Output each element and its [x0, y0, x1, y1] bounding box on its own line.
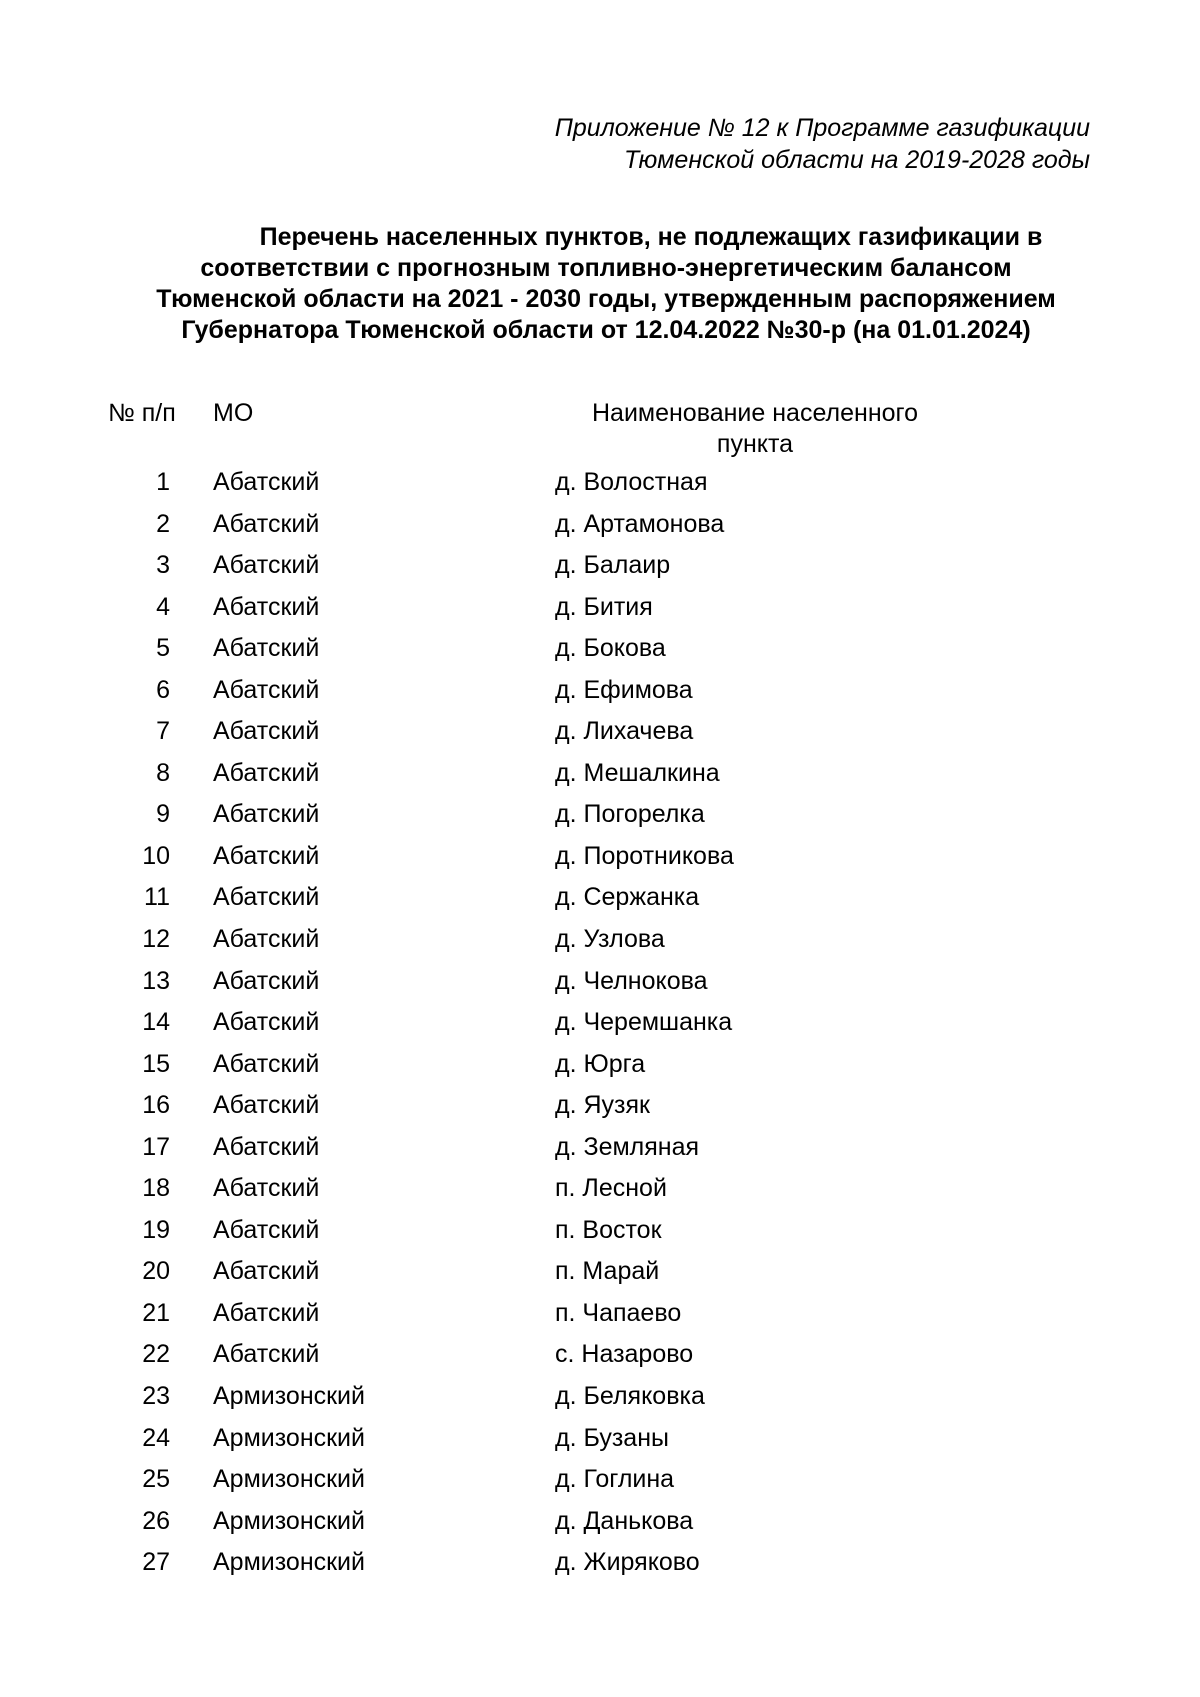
table-row	[0, 1339, 1200, 1381]
appendix-line-1: Приложение № 12 к Программе газификации	[554, 114, 1090, 142]
table-row	[0, 1007, 1200, 1049]
table-row	[0, 1049, 1200, 1091]
row-mo: Абатский	[213, 1091, 320, 1120]
row-mo: Абатский	[213, 1215, 320, 1244]
row-mo: Абатский	[213, 1257, 320, 1286]
row-number: 7	[156, 717, 170, 746]
row-mo: Армизонский	[213, 1548, 365, 1577]
table-row	[0, 1298, 1200, 1340]
row-mo: Абатский	[213, 468, 320, 496]
row-mo: Армизонский	[213, 1382, 365, 1411]
header-settlement-name	[565, 398, 945, 460]
table-row	[0, 799, 1200, 841]
row-number: 2	[156, 509, 170, 538]
row-number: 15	[142, 1049, 170, 1078]
row-number: 6	[156, 675, 170, 704]
row-number: 19	[142, 1215, 170, 1244]
row-mo: Абатский	[213, 1174, 320, 1203]
row-settlement-name: п. Восток	[555, 1215, 662, 1244]
row-mo: Абатский	[213, 717, 320, 746]
table-row	[0, 467, 1200, 509]
row-number: 13	[142, 966, 170, 995]
row-settlement-name: п. Чапаево	[555, 1298, 682, 1327]
row-settlement-name: п. Лесной	[555, 1174, 667, 1203]
row-settlement-name: д. Черемшанка	[555, 1008, 733, 1037]
table-row	[0, 1132, 1200, 1174]
table-row	[0, 1173, 1200, 1215]
row-settlement-name: д. Беляковка	[555, 1382, 705, 1411]
title-line-1: Перечень населенных пунктов, не подлежащих газификации в	[259, 223, 1043, 251]
row-number: 27	[142, 1548, 170, 1577]
row-mo: Абатский	[213, 800, 320, 829]
row-number: 17	[142, 1132, 170, 1161]
table-row	[0, 882, 1200, 924]
row-mo: Абатский	[213, 1132, 320, 1161]
table-body	[0, 467, 1200, 1589]
row-number: 4	[156, 592, 170, 621]
row-mo: Армизонский	[213, 1423, 365, 1452]
row-number: 26	[142, 1506, 170, 1535]
row-number: 10	[142, 841, 170, 870]
row-settlement-name: д. Узлова	[555, 925, 665, 954]
row-settlement-name: д. Жиряково	[555, 1548, 700, 1577]
row-mo: Абатский	[213, 841, 320, 870]
table-row	[0, 1506, 1200, 1548]
row-number: 18	[142, 1174, 170, 1203]
row-settlement-name: д. Яузяк	[555, 1091, 650, 1120]
row-mo: Абатский	[213, 551, 320, 580]
row-settlement-name: д. Поротникова	[555, 841, 734, 870]
row-settlement-name: д. Погорелка	[555, 800, 705, 829]
row-mo: Абатский	[213, 966, 320, 995]
row-mo: Абатский	[213, 1008, 320, 1037]
header-mo: МО	[213, 399, 254, 427]
row-settlement-name: д. Данькова	[555, 1506, 694, 1535]
table-row	[0, 592, 1200, 634]
appendix-line-2: Тюменской области на 2019-2028 годы	[624, 146, 1090, 174]
row-mo: Абатский	[213, 634, 320, 663]
row-number: 12	[142, 925, 170, 954]
row-mo: Абатский	[213, 509, 320, 538]
table-row	[0, 758, 1200, 800]
table-row	[0, 841, 1200, 883]
row-number: 14	[142, 1008, 170, 1037]
row-mo: Абатский	[213, 1298, 320, 1327]
header-settlement-name-line-1: Наименование населенного	[591, 399, 918, 427]
row-settlement-name: д. Юрга	[555, 1049, 646, 1078]
row-number: 24	[142, 1423, 170, 1452]
title-line-3: Тюменской области на 2021 - 2030 годы, утвержденным распоряжением	[156, 285, 1056, 313]
appendix-note	[555, 112, 1090, 176]
row-settlement-name: д. Мешалкина	[555, 758, 720, 787]
row-number: 20	[142, 1257, 170, 1286]
row-settlement-name: д. Сержанка	[555, 883, 700, 912]
title-line-2: соответствии с прогнозным топливно-энергетическим балансом	[200, 254, 1012, 282]
row-number: 11	[144, 883, 170, 912]
row-number: 8	[156, 758, 170, 787]
row-number: 3	[156, 551, 170, 580]
row-settlement-name: д. Гоглина	[555, 1465, 675, 1494]
row-number: 23	[142, 1382, 170, 1411]
row-settlement-name: д. Бузаны	[555, 1423, 669, 1452]
row-mo: Абатский	[213, 925, 320, 954]
table-row	[0, 966, 1200, 1008]
row-number: 16	[142, 1091, 170, 1120]
header-settlement-name-line-2: пункта	[716, 430, 794, 458]
row-settlement-name: д. Лихачева	[555, 717, 694, 746]
row-number: 21	[142, 1298, 170, 1327]
table-row	[0, 633, 1200, 675]
table-row	[0, 1381, 1200, 1423]
row-mo: Абатский	[213, 883, 320, 912]
table-row	[0, 716, 1200, 758]
table-row	[0, 675, 1200, 717]
header-number: № п/п	[108, 399, 176, 427]
row-mo: Армизонский	[213, 1465, 365, 1494]
document-title	[0, 222, 1200, 346]
row-settlement-name: д. Бития	[555, 592, 653, 621]
row-settlement-name: п. Марай	[555, 1257, 660, 1286]
table-row	[0, 509, 1200, 551]
row-mo: Абатский	[213, 1049, 320, 1078]
row-number: 5	[156, 634, 170, 663]
row-mo: Абатский	[213, 1340, 320, 1369]
table-row	[0, 1090, 1200, 1132]
table-row	[0, 924, 1200, 966]
title-line-4: Губернатора Тюменской области от 12.04.2022 №30-р (на 01.01.2024)	[181, 316, 1031, 344]
row-settlement-name: д. Челнокова	[555, 966, 708, 995]
row-mo: Армизонский	[213, 1506, 365, 1535]
row-mo: Абатский	[213, 758, 320, 787]
row-settlement-name: с. Назарово	[555, 1340, 694, 1369]
row-settlement-name: д. Земляная	[555, 1132, 700, 1161]
row-settlement-name: д. Артамонова	[555, 509, 725, 538]
row-number: 9	[156, 800, 170, 829]
table-row	[0, 550, 1200, 592]
row-mo: Абатский	[213, 592, 320, 621]
row-number: 1	[156, 468, 170, 496]
row-settlement-name: д. Ефимова	[555, 675, 693, 704]
row-mo: Абатский	[213, 675, 320, 704]
row-number: 22	[142, 1340, 170, 1369]
row-settlement-name: д. Волостная	[555, 468, 708, 496]
row-settlement-name: д. Балаир	[555, 551, 671, 580]
row-settlement-name: д. Бокова	[555, 634, 666, 663]
table-row	[0, 1423, 1200, 1465]
table-row	[0, 1464, 1200, 1506]
table-row	[0, 1547, 1200, 1589]
row-number: 25	[142, 1465, 170, 1494]
table-row	[0, 1215, 1200, 1257]
table-row	[0, 1256, 1200, 1298]
